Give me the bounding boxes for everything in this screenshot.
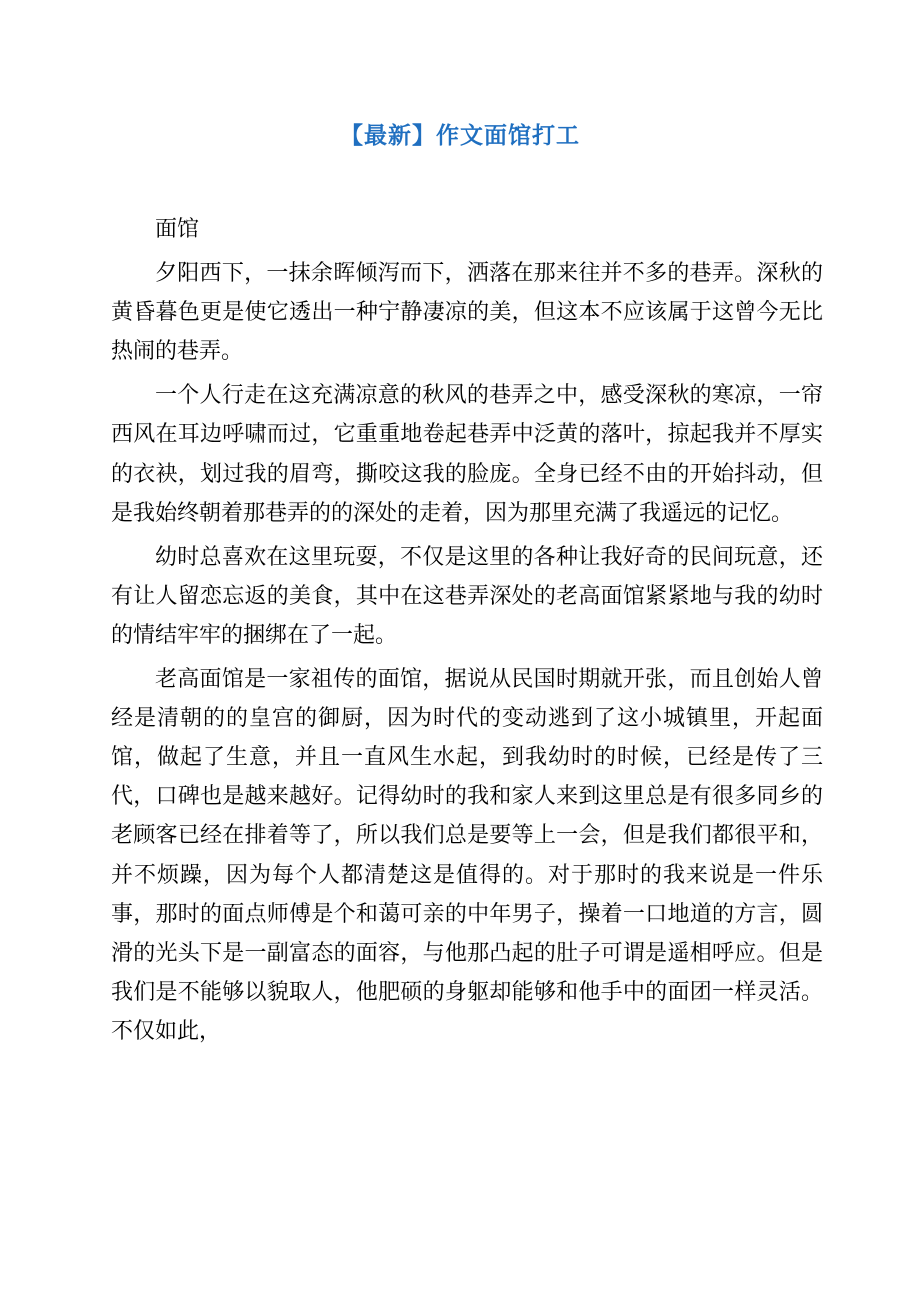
section-heading: 面馆 bbox=[155, 217, 200, 242]
paragraph-4: 老高面馆是一家祖传的面馆，据说从民国时期就开张，而且创始人曾经是清朝的的皇宫的御厨，因为时代的变动逃到了这小城镇里，开起面馆，做起了生意，并且一直风生水起，到我幼时的时候，已经是传了三代，口碑也是越来越好。记得幼时的我和家人来到这里总是有很多同乡的老顾客已经在排着等了，所以我们总是要等上一会，但是我们都很平和，并不烦躁，因为每个人都清楚这是值得的。对于那时的我来说是一件乐事，那时的面点师傅是个和蔼可亲的中年男子，操着一口地道的方言，圆滑的光头下是一副富态的面容，与他那凸起的肚子可谓是遥相呼应。但是我们是不能够以貌取人，他肥硕的身躯却能够和他手中的面团一样灵活。不仅如此， bbox=[111, 667, 823, 1044]
paragraph-3: 幼时总喜欢在这里玩耍，不仅是这里的各种让我好奇的民间玩意，还有让人留恋忘返的美食，其中在这巷弄深处的老高面馆紧紧地与我的幼时的情结牢牢的捆绑在了一起。 bbox=[111, 544, 823, 648]
document-title: 【最新】作文面馆打工 bbox=[340, 122, 580, 149]
paragraph-2: 一个人行走在这充满凉意的秋风的巷弄之中，感受深秋的寒凉，一帘西风在耳边呼啸而过，它重重地卷起巷弄中泛黄的落叶，掠起我并不厚实的衣袂，划过我的眉弯，撕咬这我的脸庞。全身已经不由的开始抖动，但是我始终朝着那巷弄的的深处的走着，因为那里充满了我遥远的记忆。 bbox=[111, 383, 823, 526]
document-body bbox=[111, 210, 823, 1051]
paragraph-1: 夕阳西下，一抹余晖倾泻而下，洒落在那来往并不多的巷弄。深秋的黄昏暮色更是使它透出一种宁静凄凉的美，但这本不应该属于这曾今无比热闹的巷弄。 bbox=[111, 261, 823, 365]
